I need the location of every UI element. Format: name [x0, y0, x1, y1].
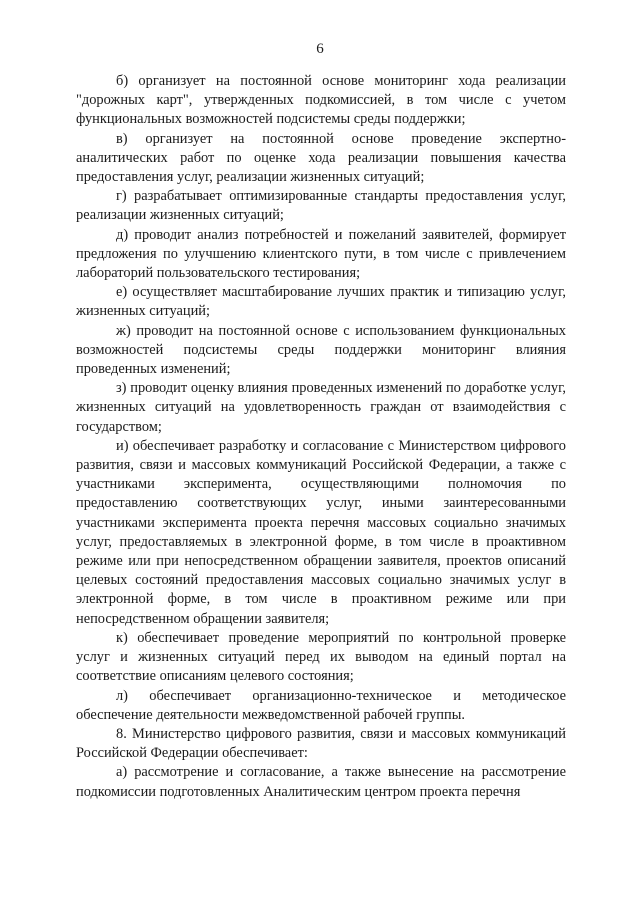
page-number: 6 [316, 41, 324, 57]
paragraph-z: з) проводит оценку влияния проведенных изменений по доработке услуг, жизненных ситуаций на удовлетворенность граждан от взаимодействия с государством; [76, 380, 566, 435]
paragraph-l: л) обеспечивает организационно-техническое и методическое обеспечение деятельности межведомственной рабочей группы. [76, 687, 566, 723]
body-text [76, 72, 566, 802]
section-8-heading: 8. Министерство цифрового развития, связи и массовых коммуникаций Российской Федерации обеспечивает: [76, 725, 566, 762]
paragraph-k: к) обеспечивает проведение мероприятий по контрольной проверке услуг и жизненных ситуаций перед их выводом на единый портал на соответствие описаниям целевого состояния; [76, 629, 566, 685]
paragraph-zh: ж) проводит на постоянной основе с использованием функциональных возможностей подсистемы среды поддержки мониторинг влияния проведенных изменений; [76, 322, 566, 378]
paragraph-g: г) разрабатывает оптимизированные стандарты предоставления услуг, реализации жизненных ситуаций; [76, 188, 566, 224]
paragraph-i: и) обеспечивает разработку и согласование с Министерством цифрового развития, связи и массовых коммуникаций Российской Федерации, а также с участниками эксперимента, осуществляющими полномочия по предоставлению соответствующих услуг, иными заинтересованными участниками эксперимента проекта перечня массовых социально значимых услуг, предоставляемых в электронной форме, в том числе в проактивном режиме или при непосредственном обращении заявителя, проектов описаний целевых состояний предоставления массовых социально значимых услуг в электронной форме, в том числе в проактивном режиме или при непосредственном обращении заявителя; [76, 437, 566, 627]
paragraph-b: б) организует на постоянной основе мониторинг хода реализации "дорожных карт", утвержденных подкомиссией, в том числе с учетом функциональных возможностей подсистемы среды поддержки; [76, 73, 566, 128]
paragraph-d: д) проводит анализ потребностей и пожеланий заявителей, формирует предложения по улучшению клиентского пути, в том числе с привлечением лабораторий пользовательского тестирования; [76, 226, 566, 282]
paragraph-v: в) организует на постоянной основе проведение экспертно-аналитических работ по оценке хода реализации повышения качества предоставления услуг, реализации жизненных ситуаций; [76, 130, 566, 186]
paragraph-e: е) осуществляет масштабирование лучших практик и типизацию услуг, жизненных ситуаций; [76, 284, 566, 320]
paragraph-8a: а) рассмотрение и согласование, а также вынесение на рассмотрение подкомиссии подготовленных Аналитическим центром проекта перечня [76, 764, 566, 800]
